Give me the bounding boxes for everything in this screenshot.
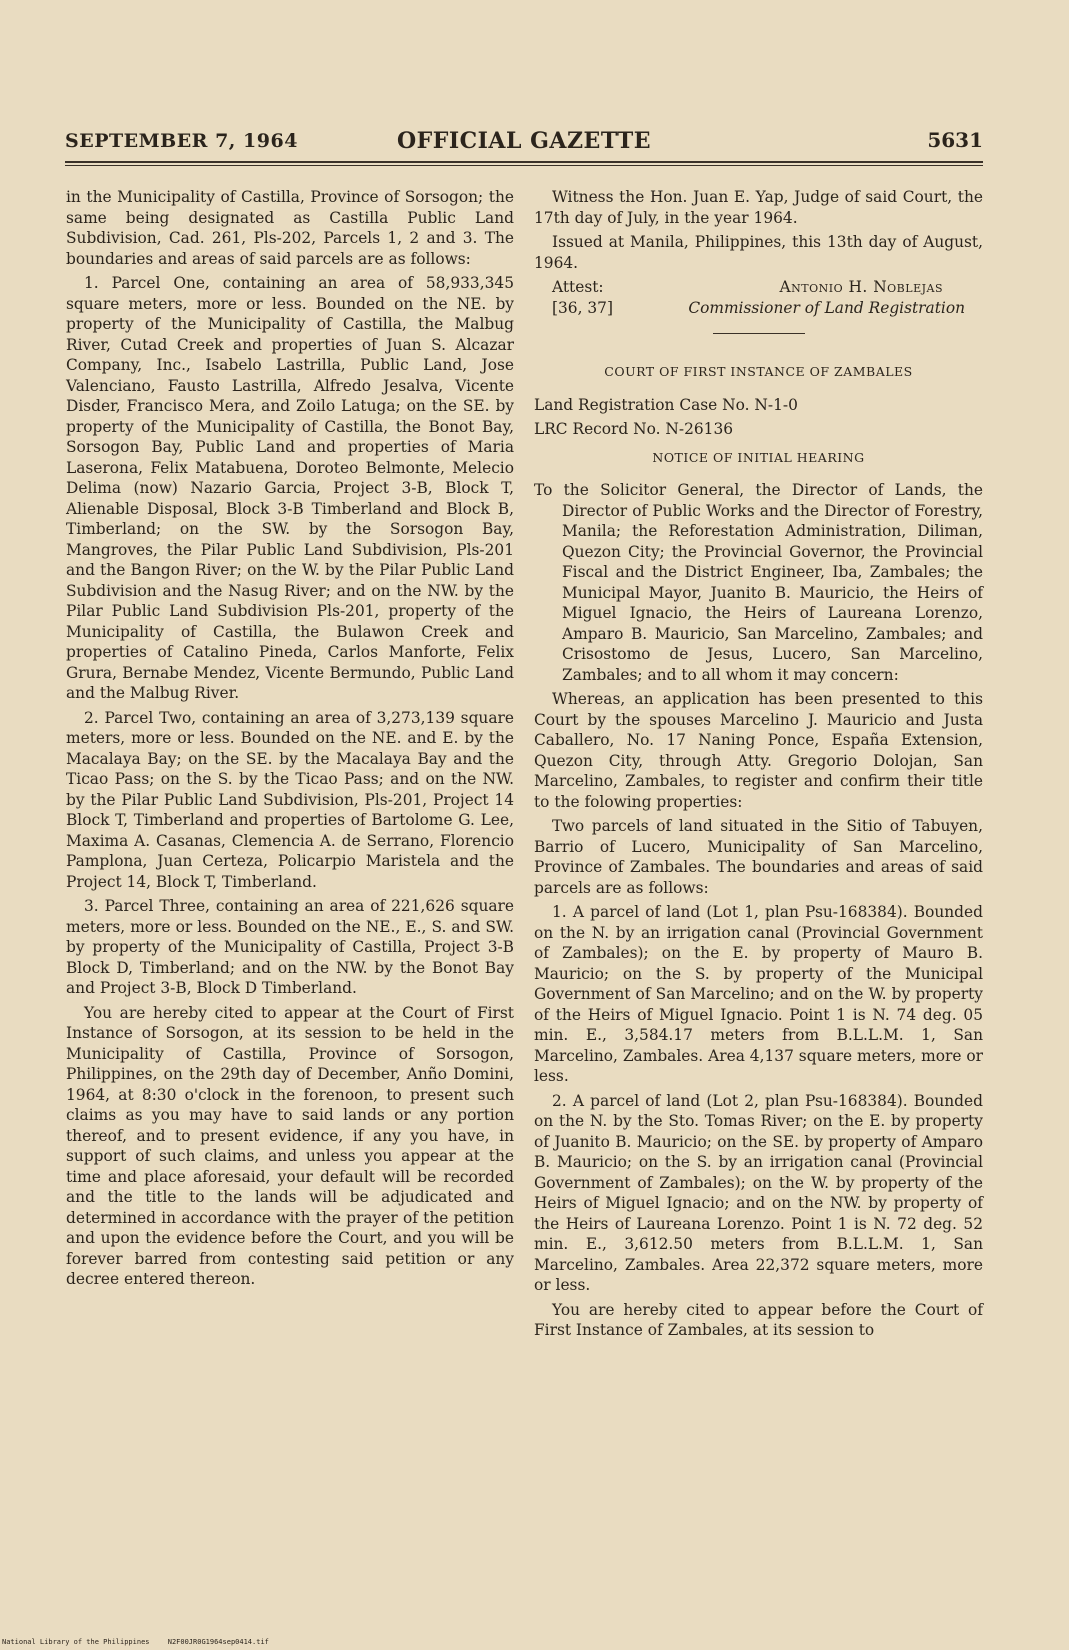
header-date: SEPTEMBER 7, 1964 <box>65 130 298 152</box>
right-column <box>534 187 983 1345</box>
address-paragraph: To the Solicitor General, the Director of Lands, the Director of Public Works and the Director of Forestry, Manila; the Reforestation Administration, Diliman, Quezon City; the Provincial Governor, the Provincial Fiscal and the District Engineer, Iba, Zambales; the Municipal Mayor, Juanito B. Mauricio, the Heirs of Miguel Ignacio, the Heirs of Laureana Lorenzo, Amparo B. Mauricio, San Marcelino, Zambales; and Crisostomo de Jesus, Lucero, San Marcelino, Zambales; and to all whom it may concern: <box>534 481 983 684</box>
paragraph: in the Municipality of Castilla, Province of Sorsogon; the same being designated as Castilla Public Land Subdivision, Cad. 261, Pls-202, Parcels 1, 2 and 3. The boundaries and areas of said parcels are as follows: <box>66 188 514 268</box>
attest-reference: [36, 37] <box>552 299 613 317</box>
header-page-number: 5631 <box>927 128 983 152</box>
paragraph: 2. A parcel of land (Lot 2, plan Psu-168384). Bounded on the N. by the Sto. Tomas River; on the E. by property of Juanito B. Mauricio; on the SE. by property of Amparo B. Mauricio; on the S. by an irrigation canal (Provincial Government of Zambales); on the W. by property of the Heirs of Miguel Ignacio; and on the NW. by property of the Heirs of Laureana Lorenzo. Point 1 is N. 72 deg. 52 min. E., 3,612.50 meters from B.L.L.M. 1, San Marcelino, Zambales. Area 22,372 square meters, more or less. <box>534 1091 983 1294</box>
paragraph: 3. Parcel Three, containing an area of 221,626 square meters, more or less. Bounded on the NE., E., S. and SW. by property of the Municipality of Castilla, Project 3-B Block D, Timberland; and on the NW. by the Bonot Bay and Project 3-B, Block D Timberland. <box>66 897 514 997</box>
footer-file: N2F00JR0G1964sep0414.tif <box>167 1638 269 1646</box>
paragraph: 1. Parcel One, containing an area of 58,933,345 square meters, more or less. Bounded on the NE. by property of the Municipality of Castilla, the Malbug River, Cutad Creek and properties of Juan S. Alcazar Company, Inc., Isabelo Lastrilla, Public Land, Jose Valenciano, Fausto Lastrilla, Alfredo Jesalva, Vicente Disder, Francisco Mera, and Zoilo Latuga; on the SE. by property of the Municipality of Castilla, the Bonot Bay, Sorsogon Bay, Public Land and properties of Maria Laserona, Felix Matabuena, Doroteo Belmonte, Melecio Delima (now) Nazario Garcia, Project 3-B, Block T, Alienable Disposal, Block 3-B Timberland and Block B, Timberland; on the SW. by the Sorsogon Bay, Mangroves, the Pilar Public Land Subdivision, Pls-201 and the Bangon River; on the W. by the Pilar Public Land Subdivision and the Nasug River; and on the NW. by the Pilar Public Land Subdivision Pls-201, property of the Municipality of Castilla, the Bulawon Creek and properties of Catalino Pineda, Carlos Manforte, Felix Grura, Bernabe Mendez, Vicente Bermundo, Public Land and the Malbug River. <box>66 274 514 702</box>
case-number: Land Registration Case No. N-1-0 <box>534 395 798 414</box>
record-number: LRC Record No. N-26136 <box>534 420 734 438</box>
attest-title: Commissioner of Land Registration <box>688 299 965 317</box>
header-rule-thin <box>65 165 983 166</box>
attest-name: Antonio H. Noblejas <box>779 278 943 296</box>
section-divider <box>713 333 805 334</box>
witness-paragraph: Witness the Hon. Juan E. Yap, Judge of said Court, the 17th day of July, in the year 1964. <box>534 188 983 227</box>
footer-library: National Library of the Philippines <box>2 1638 150 1646</box>
paragraph: 1. A parcel of land (Lot 1, plan Psu-168384). Bounded on the N. by an irrigation canal (Provincial Government of Zambales); on the E. by property of Mauro B. Mauricio; on the S. by property of the Municipal Government of San Marcelino; and on the W. by property of the Heirs of Miguel Ignacio. Point 1 is N. 74 deg. 05 min. E., 3,584.17 meters from B.L.L.M. 1, San Marcelino, Zambales. Area 4,137 square meters, more or less. <box>534 903 983 1085</box>
notice-heading: NOTICE OF INITIAL HEARING <box>652 449 865 465</box>
paragraph: 2. Parcel Two, containing an area of 3,273,139 square meters, more or less. Bounded on the NE. and E. by the Macalaya Bay; on the SE. by the Macalaya Bay and the Ticao Pass; on the S. by the Ticao Pass; and on the NW. by the Pilar Public Land Subdivision, Pls-201, Project 14 Block T, Timberland and properties of Bartolome G. Lee, Maxima A. Casanas, Clemencia A. de Serrano, Florencio Pamplona, Juan Certeza, Policarpio Maristela and the Project 14, Block T, Timberland. <box>66 708 514 891</box>
issued-paragraph: Issued at Manila, Philippines, this 13th day of August, 1964. <box>534 233 983 272</box>
header-rule-thick <box>65 161 983 163</box>
page-header <box>65 128 983 158</box>
attest-label: Attest: <box>552 278 604 296</box>
paragraph: Whereas, an application has been presented to this Court by the spouses Marcelino J. Mauricio and Justa Caballero, No. 17 Naning Ponce, España Extension, Quezon City, through Atty. Gregorio Dolojan, San Marcelino, Zambales, to register and confirm their title to the folowing properties: <box>534 690 983 811</box>
header-title: OFFICIAL GAZETTE <box>396 128 652 154</box>
court-heading: COURT OF FIRST INSTANCE OF ZAMBALES <box>604 364 913 379</box>
paragraph: You are hereby cited to appear before the Court of First Instance of Zambales, at its session to <box>534 1300 983 1339</box>
paragraph: You are hereby cited to appear at the Court of First Instance of Sorsogon, at its session to be held in the Municipality of Castilla, Province of Sorsogon, Philippines, on the 29th day of December, Anño Domini, 1964, at 8:30 o'clock in the forenoon, to present such claims as you may have to said lands or any portion thereof, and to present evidence, if any you have, in support of such claims, and unless you appear at the time and place aforesaid, your default will be recorded and the title to the lands will be adjudicated and determined in accordance with the prayer of the petition and upon the evidence before the Court, and you will be forever barred from contesting said petition or any decree entered thereon. <box>66 1003 514 1288</box>
attestation-block <box>534 277 983 319</box>
paragraph: Two parcels of land situated in the Sitio of Tabuyen, Barrio of Lucero, Municipality of San Marcelino, Province of Zambales. The boundaries and areas of said parcels are as follows: <box>534 817 983 897</box>
left-column <box>66 187 514 1294</box>
scan-footer <box>2 1638 283 1646</box>
